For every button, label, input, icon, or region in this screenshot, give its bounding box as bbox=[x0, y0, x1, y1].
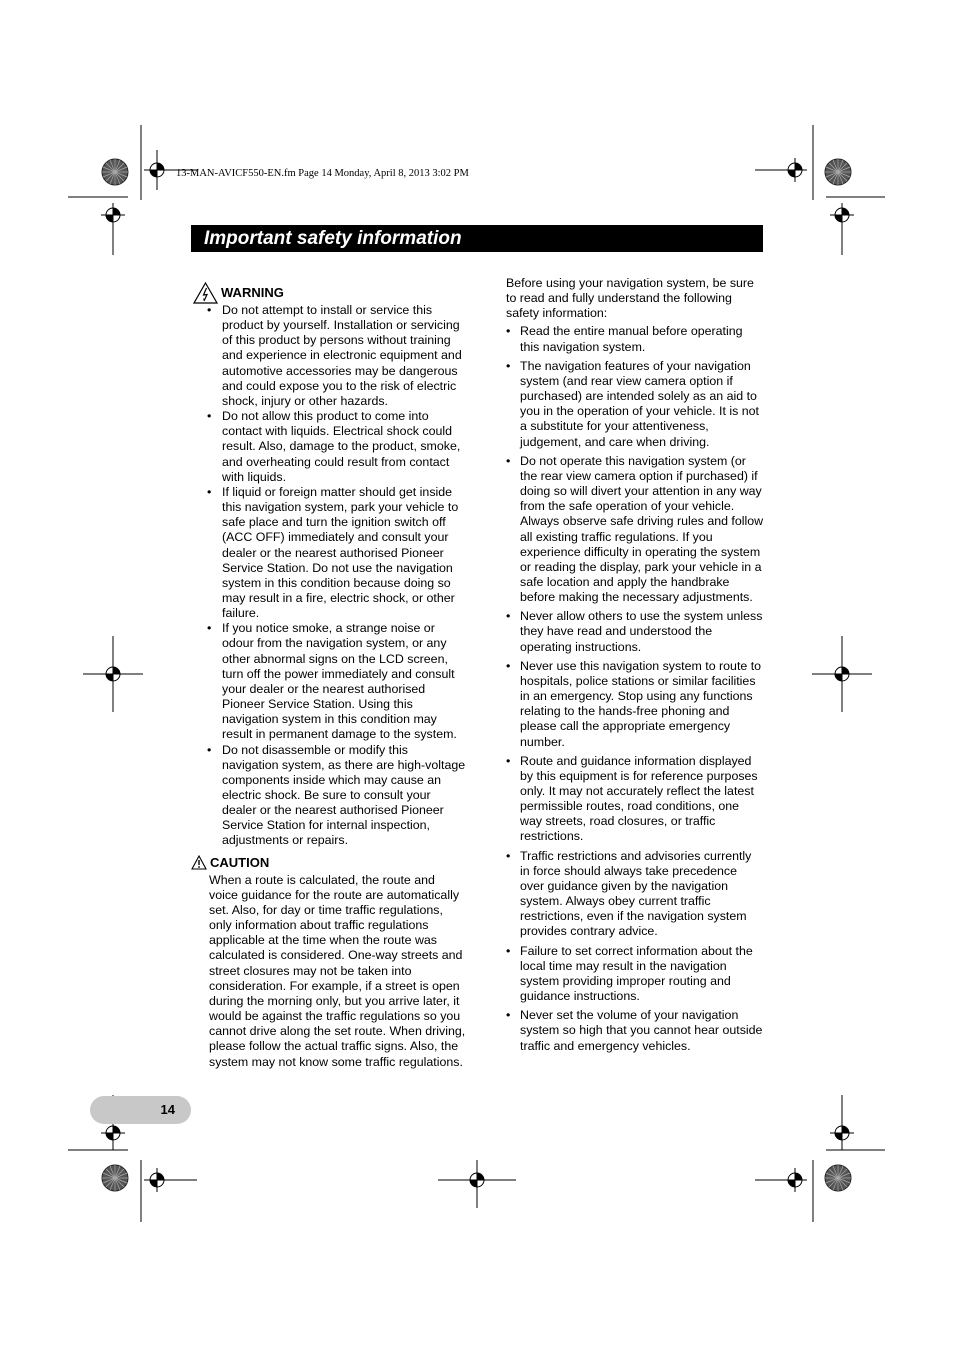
warning-heading bbox=[193, 283, 467, 303]
section-title: Important safety information bbox=[204, 228, 462, 249]
safety-item: • Never set the volume of your navigation system so high that you cannot hear outside traffic and emergency vehicles. bbox=[506, 1008, 764, 1053]
safety-intro: Before using your navigation system, be sure to read and fully understand the following safety information: bbox=[506, 276, 754, 321]
warning-item: • Do not allow this product to come into contact with liquids. Electrical shock could result. Also, damage to the product, smoke, and overheating could result from contact with liquids. bbox=[191, 409, 467, 485]
safety-item: • Route and guidance information displayed by this equipment is for reference purposes only. It may not accurately reflect the latest permissible routes, road conditions, one way streets, road closures, or traffic restrictions. bbox=[506, 754, 764, 845]
safety-item: • Never allow others to use the system unless they have read and understood the operating instructions. bbox=[506, 609, 764, 654]
safety-item: • The navigation features of your navigation system (and rear view camera option if purchased) are intended solely as an aid to you in the operation of your vehicle. It is not a substitute for your attentiveness, judgement, and care when driving. bbox=[506, 359, 764, 450]
safety-item: • Never use this navigation system to route to hospitals, police stations or similar facilities in an emergency. Stop using any functions relating to the hands-free phoning and please call the appropriate emergency number. bbox=[506, 659, 764, 750]
caution-triangle-icon bbox=[191, 855, 207, 870]
warning-item: • If you notice smoke, a strange noise or odour from the navigation system, or any other abnormal signs on the LCD screen, turn off the power immediately and consult your dealer or the nearest authorised Pioneer Service Station. Using this navigation system in this condition may result in permanent damage to the system. bbox=[191, 621, 467, 742]
warning-item: • If liquid or foreign matter should get inside this navigation system, park your vehicle to safe place and turn the ignition switch off (ACC OFF) immediately and consult your dealer or the nearest authorised Pioneer Service Station. Do not use the navigation system in this condition because doing so may result in a fire, electric shock, or other failure. bbox=[191, 485, 467, 621]
safety-item: • Do not operate this navigation system (or the rear view camera option if purchased) if doing so will divert your attention in any way from the safe operation of your vehicle. Always observe safe driving rules and follow all existing traffic regulations. If you experience difficulty in operating the system or reading the display, park your vehicle in a safe location and apply the handbrake before making the necessary adjustments. bbox=[506, 454, 764, 606]
warning-list bbox=[191, 303, 467, 849]
section-title-bar bbox=[191, 225, 763, 252]
warning-heading-label: WARNING bbox=[221, 285, 284, 301]
safety-item: • Traffic restrictions and advisories currently in force should always take precedence over guidance given by the navigation system. Always obey current traffic restrictions, even if the navigation system provides contrary advice. bbox=[506, 849, 764, 940]
right-column bbox=[506, 276, 764, 1058]
page-number: 14 bbox=[160, 1102, 175, 1117]
file-info-header: 13-MAN-AVICF550-EN.fm Page 14 Monday, April 8, 2013 3:02 PM bbox=[176, 168, 469, 179]
page-number-tab bbox=[90, 1096, 191, 1124]
warning-item: • Do not attempt to install or service this product by yourself. Installation or servicing of this product by persons without training and experience in electronic equipment and automotive accessories may be dangerous and could expose you to the risk of electric shock, injury or other hazards. bbox=[191, 303, 467, 409]
caution-text: When a route is calculated, the route and voice guidance for the route are automatically set. Also, for day or time traffic regulations, only information about traffic regulations applicable at the time when the route was calculated is considered. One-way streets and street closures may not be taken into consideration. For example, if a street is open during the morning only, but you arrive later, it would be against the traffic regulations so you cannot drive along the set route. When driving, please follow the actual traffic signs. Also, the system may not know some traffic regulations. bbox=[209, 872, 466, 1069]
caution-heading-label: CAUTION bbox=[210, 855, 270, 871]
safety-item: • Read the entire manual before operating this navigation system. bbox=[506, 324, 764, 354]
electric-shock-warning-icon bbox=[193, 282, 218, 304]
left-column bbox=[191, 283, 467, 1070]
safety-item: • Failure to set correct information about the local time may result in the navigation system providing improper routing and guidance instructions. bbox=[506, 944, 764, 1005]
safety-list bbox=[506, 324, 764, 1053]
warning-item: • Do not disassemble or modify this navigation system, as there are high-voltage components inside which may cause an electric shock. Be sure to consult your dealer or the nearest authorised Pioneer Service Station for internal inspection, adjustments or repairs. bbox=[191, 743, 467, 849]
caution-heading bbox=[191, 853, 467, 873]
